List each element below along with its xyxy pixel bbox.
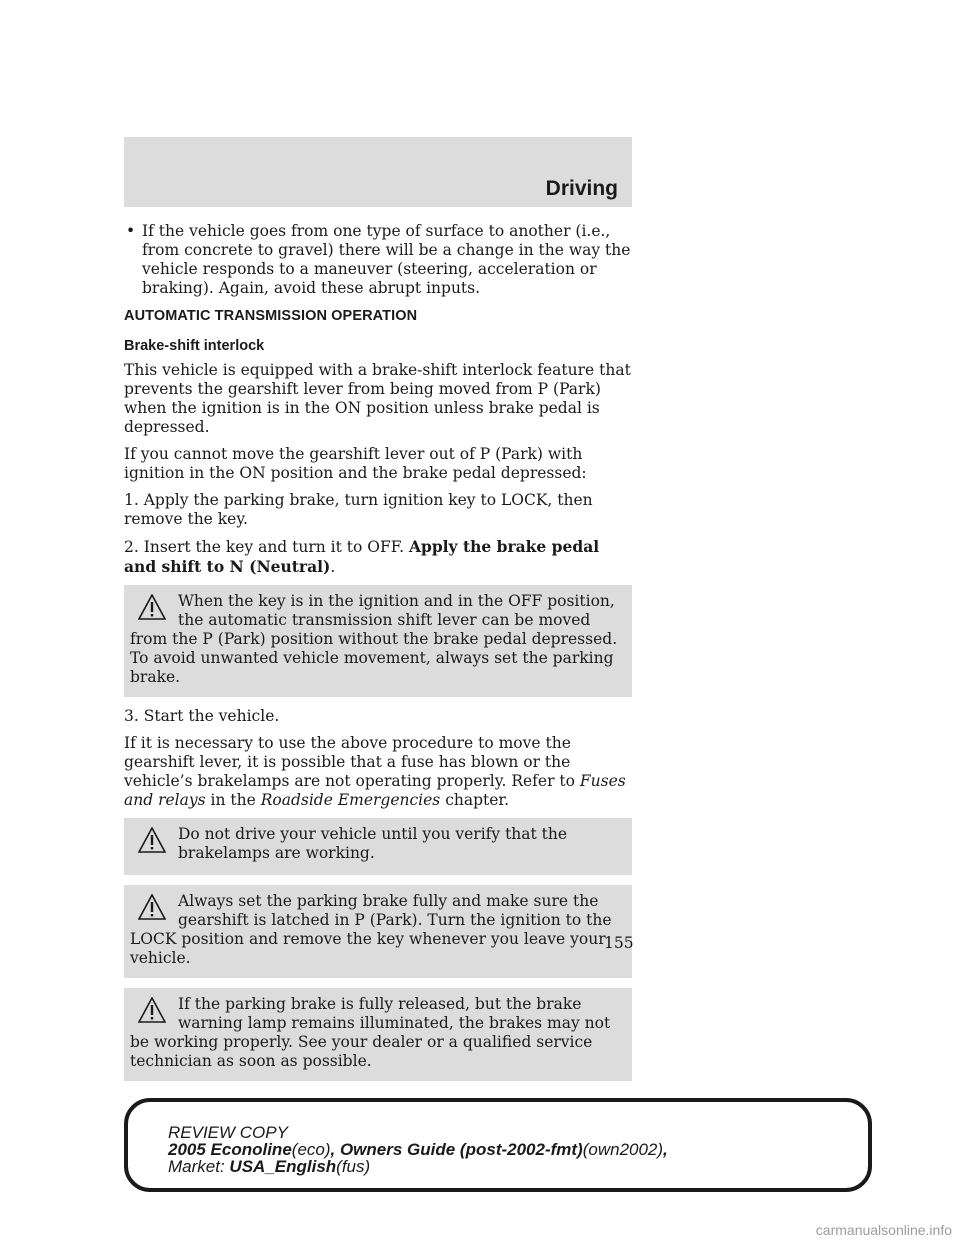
review-copy-title: REVIEW COPY (168, 1123, 288, 1142)
step-2-period: . (330, 558, 336, 576)
paragraph-text: If it is necessary to use the above procedure to move the gearshift lever, it is possible that a fuse has blown or the vehicle’s brakelamps are not operating properly. Refer to (124, 734, 575, 790)
section-heading: AUTOMATIC TRANSMISSION OPERATION (124, 308, 418, 324)
warning-triangle-icon (138, 594, 166, 620)
warning-box (124, 885, 632, 978)
review-copy-market: Market: USA_English(fus) (168, 1157, 371, 1176)
warning-triangle-icon (138, 997, 166, 1023)
warning-box (124, 988, 632, 1081)
warning-triangle-icon (138, 827, 166, 853)
paragraph: This vehicle is equipped with a brake-shift interlock feature that prevents the gearshift lever from being moved from P (Park) when the ignition is in the ON position unless brake pedal is depressed. (124, 361, 631, 436)
page-content (124, 222, 632, 1091)
warning-box (124, 585, 632, 697)
bullet-text: If the vehicle goes from one type of surface to another (i.e., from concrete to gravel) there will be a change in the way the vehicle responds to a maneuver (steering, acceleration or braking). Again, avoid these abrupt inputs. (142, 222, 631, 297)
section-title: Driving (545, 177, 618, 200)
step-2 (124, 537, 632, 577)
paragraph (124, 734, 632, 810)
review-copy-document: 2005 Econoline(eco), Owners Guide (post-2002-fmt)(own2002), (168, 1140, 668, 1159)
cross-reference: Roadside Emergencies (260, 791, 441, 809)
step-2-emphasis: Apply the brake pedal and shift to N (Neutral) (124, 537, 600, 576)
paragraph-text: chapter. (445, 791, 510, 809)
page-number: 155 (604, 934, 634, 952)
warning-triangle-icon (138, 894, 166, 920)
section-header-band (124, 137, 632, 207)
bullet-dot: • (126, 222, 136, 240)
step-3: 3. Start the vehicle. (124, 707, 280, 725)
warning-text: If the parking brake is fully released, but the brake warning lamp remains illuminated, the brakes may not be working properly. See your dealer or a qualified service technician as soon as possible. (130, 995, 611, 1070)
warning-box (124, 818, 632, 875)
cross-reference: Fuses and relays (124, 772, 626, 809)
paragraph: If you cannot move the gearshift lever out of P (Park) with ignition in the ON position and the brake pedal depressed: (124, 445, 587, 482)
review-copy-box (124, 1098, 872, 1192)
bullet-item (124, 222, 632, 298)
step-1: 1. Apply the parking brake, turn ignition key to LOCK, then remove the key. (124, 491, 593, 528)
review-copy-text (168, 1124, 668, 1175)
subsection-heading: Brake-shift interlock (124, 338, 265, 354)
step-2-text: 2. Insert the key and turn it to OFF. (124, 538, 405, 556)
paragraph-text: in the (210, 791, 256, 809)
warning-text: When the key is in the ignition and in the OFF position, the automatic transmission shift lever can be moved from the P (Park) position without the brake pedal depressed. To avoid unwanted vehicle movement, always set the parking brake. (130, 592, 618, 686)
warning-text: Always set the parking brake fully and make sure the gearshift is latched in P (Park). Turn the ignition to the LOCK position and remove the key whenever you leave your vehicle. (130, 892, 612, 967)
watermark: carmanualsonline.info (815, 1222, 952, 1238)
warning-text: Do not drive your vehicle until you verify that the brakelamps are working. (178, 825, 568, 862)
